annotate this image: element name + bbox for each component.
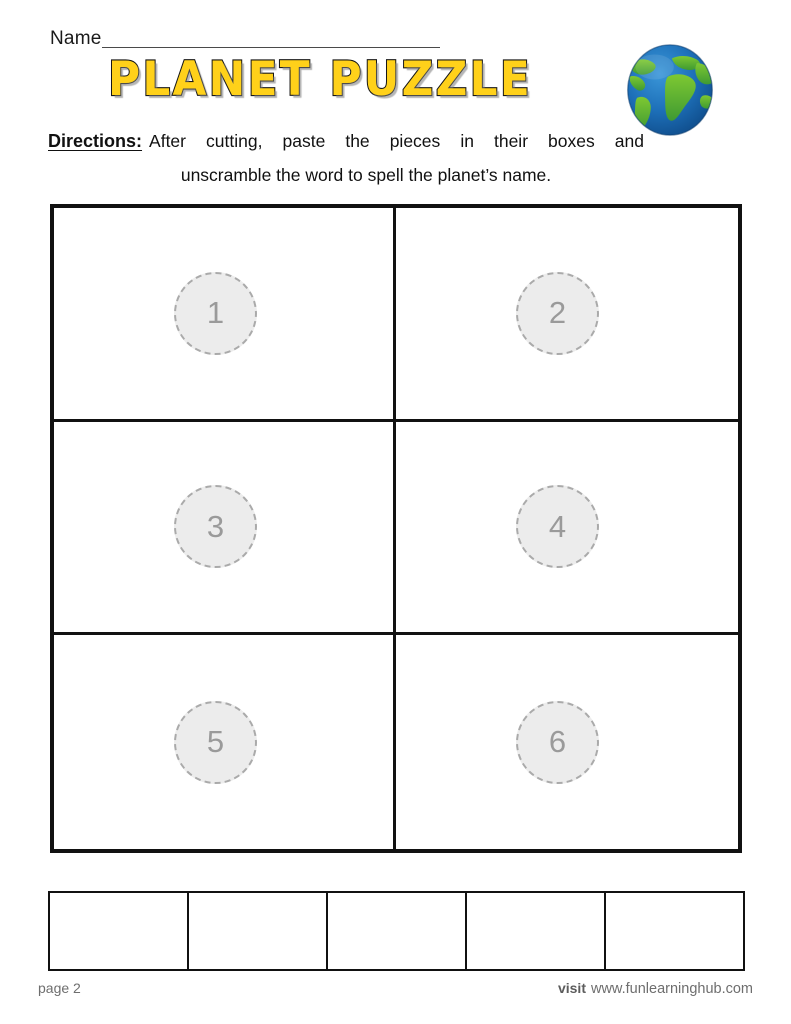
answer-box-3[interactable]	[328, 893, 467, 969]
puzzle-cell-1[interactable]	[54, 208, 396, 422]
footer-website-url: www.funlearninghub.com	[590, 981, 753, 997]
answer-box-1[interactable]	[50, 893, 189, 969]
directions-line-1	[48, 128, 644, 156]
page-title: PLANET PUZZLE	[107, 52, 533, 107]
name-row	[50, 24, 440, 50]
piece-placeholder-3[interactable]: 3	[174, 485, 257, 568]
footer-visit-group	[558, 980, 753, 997]
piece-placeholder-6[interactable]: 6	[516, 701, 599, 784]
footer	[38, 980, 753, 997]
directions-label: Directions:	[48, 131, 143, 151]
name-write-line[interactable]	[102, 47, 440, 48]
answer-letter-boxes	[48, 891, 745, 971]
earth-globe-icon	[622, 40, 718, 140]
puzzle-cell-6[interactable]	[396, 635, 738, 849]
answer-box-5[interactable]	[606, 893, 743, 969]
puzzle-cell-4[interactable]	[396, 422, 738, 636]
directions-text-line-1: After cutting, paste the pieces in their boxes and	[149, 131, 644, 151]
puzzle-grid	[50, 204, 742, 853]
piece-placeholder-4[interactable]: 4	[516, 485, 599, 568]
puzzle-cell-5[interactable]	[54, 635, 396, 849]
directions-text-line-2: unscramble the word to spell the planet’s name.	[180, 164, 552, 185]
piece-placeholder-1[interactable]: 1	[174, 272, 257, 355]
answer-box-2[interactable]	[189, 893, 328, 969]
puzzle-cell-3[interactable]	[54, 422, 396, 636]
name-label: Name	[50, 28, 102, 49]
puzzle-cell-2[interactable]	[396, 208, 738, 422]
directions-block	[48, 128, 644, 189]
page-number: page 2	[38, 980, 81, 996]
footer-visit-label: visit	[557, 980, 586, 996]
piece-placeholder-5[interactable]: 5	[174, 701, 257, 784]
piece-placeholder-2[interactable]: 2	[516, 272, 599, 355]
answer-box-4[interactable]	[467, 893, 606, 969]
